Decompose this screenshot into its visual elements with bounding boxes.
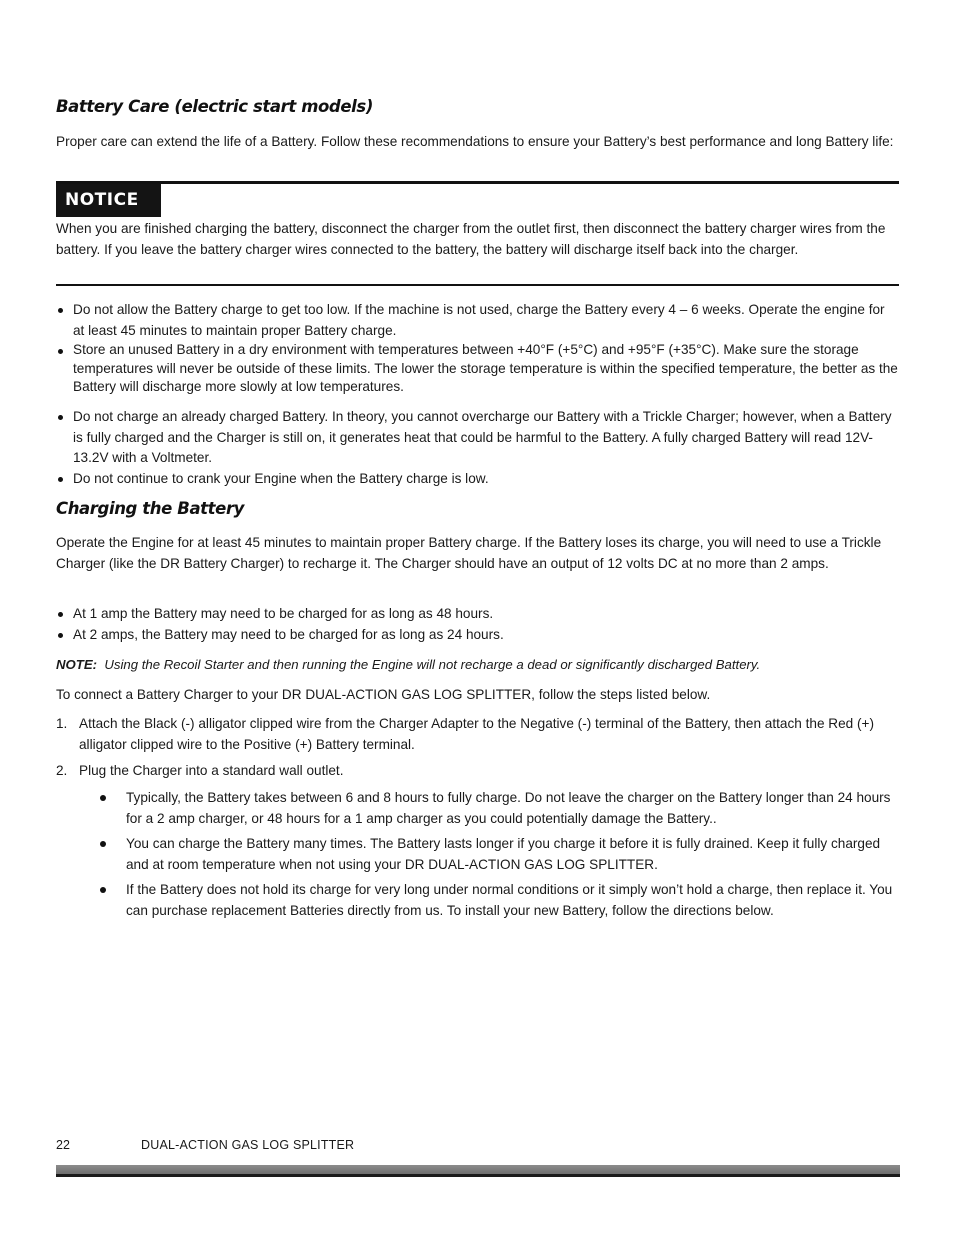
notice-bottom-rule xyxy=(56,284,899,286)
charging-steps xyxy=(56,714,899,782)
notice-text: When you are finished charging the battery, disconnect the charger from the outlet first, then disconnect the battery charger wires from the battery. If you leave the battery charger wires connected to the battery, the battery will discharge itself back into the charger. xyxy=(56,221,886,257)
charging-heading: Charging the Battery xyxy=(56,499,245,518)
list-item: Do not allow the Battery charge to get too low. If the machine is not used, charge the Battery every 4 – 6 weeks. Operate the engine for at least 45 minutes to maintain proper Battery charge. xyxy=(56,300,899,341)
list-item: If the Battery does not hold its charge for very long under normal conditions or it simply won’t hold a charge, then replace it. You can purchase replacement Batteries directly from us. To install your new Battery, follow the directions below. xyxy=(56,880,899,921)
care-bullet-list-a xyxy=(56,300,899,397)
step-number: 2. xyxy=(56,763,68,778)
step-number: 1. xyxy=(56,716,68,731)
list-item: At 2 amps, the Battery may need to be charged for as long as 24 hours. xyxy=(56,625,899,646)
battery-care-intro: Proper care can extend the life of a Battery. Follow these recommendations to ensure your Battery’s best performance and long Battery life: xyxy=(56,134,894,149)
notice-label: NOTICE xyxy=(56,184,161,217)
note-label: NOTE: xyxy=(56,657,98,672)
charging-intro: Operate the Engine for at least 45 minutes to maintain proper Battery charge. If the Battery loses its charge, you will need to use a Trickle Charger (like the DR Battery Charger) to recharge it. The Charger should have an output of 12 volts DC at no more than 2 amps. xyxy=(56,535,882,571)
connect-intro: To connect a Battery Charger to your DR DUAL-ACTION GAS LOG SPLITTER, follow the steps listed below. xyxy=(56,687,711,702)
footer-bar xyxy=(56,1165,900,1177)
care-bullet-list-b xyxy=(56,407,899,489)
list-item: Do not charge an already charged Battery. In theory, you cannot overcharge our Battery with a Trickle Charger; however, when a Battery is fully charged and the Charger is still on, it generates heat that could be harmful to the Battery. A fully charged Battery will read 12V-13.2V with a Voltmeter. xyxy=(56,407,899,469)
page-number: 22 xyxy=(56,1138,70,1152)
note-paragraph xyxy=(56,655,899,676)
list-item: Typically, the Battery takes between 6 and 8 hours to fully charge. Do not leave the charger on the Battery longer than 24 hours for a 2 amp charger, or 48 hours for a 1 amp charger as you could potentially damage the Battery.. xyxy=(56,788,899,829)
charging-bullet-list xyxy=(56,604,899,645)
step-text: Attach the Black (-) alligator clipped wire from the Charger Adapter to the Negative (-) terminal of the Battery, then attach the Red (+) alligator clipped wire to the Positive (+) Battery terminal. xyxy=(79,716,874,752)
note-text: Using the Recoil Starter and then running the Engine will not recharge a dead or significantly discharged Battery. xyxy=(104,657,761,672)
step-item xyxy=(56,714,899,755)
notice-top-rule xyxy=(56,181,899,184)
list-item: Do not continue to crank your Engine when the Battery charge is low. xyxy=(56,469,899,490)
footer-title: DUAL-ACTION GAS LOG SPLITTER xyxy=(141,1138,355,1152)
step-text: Plug the Charger into a standard wall outlet. xyxy=(79,763,344,778)
list-item: At 1 amp the Battery may need to be charged for as long as 48 hours. xyxy=(56,604,899,625)
step-item xyxy=(56,761,899,782)
list-item: Store an unused Battery in a dry environment with temperatures between +40°F (+5°C) and +95°F (+35°C). Make sure the storage temperatures will never be outside of these limits. The lower the storage temperature is within the specified temperature, the better as the Battery will discharge more slowly at low temperatures. xyxy=(56,341,899,397)
list-item: You can charge the Battery many times. The Battery lasts longer if you charge it before it is fully drained. Keep it fully charged and at room temperature when not using your DR DUAL-ACTION GAS LOG SPLITTER. xyxy=(56,834,899,875)
charging-sub-bullets xyxy=(56,788,899,926)
battery-care-heading: Battery Care (electric start models) xyxy=(56,97,373,116)
